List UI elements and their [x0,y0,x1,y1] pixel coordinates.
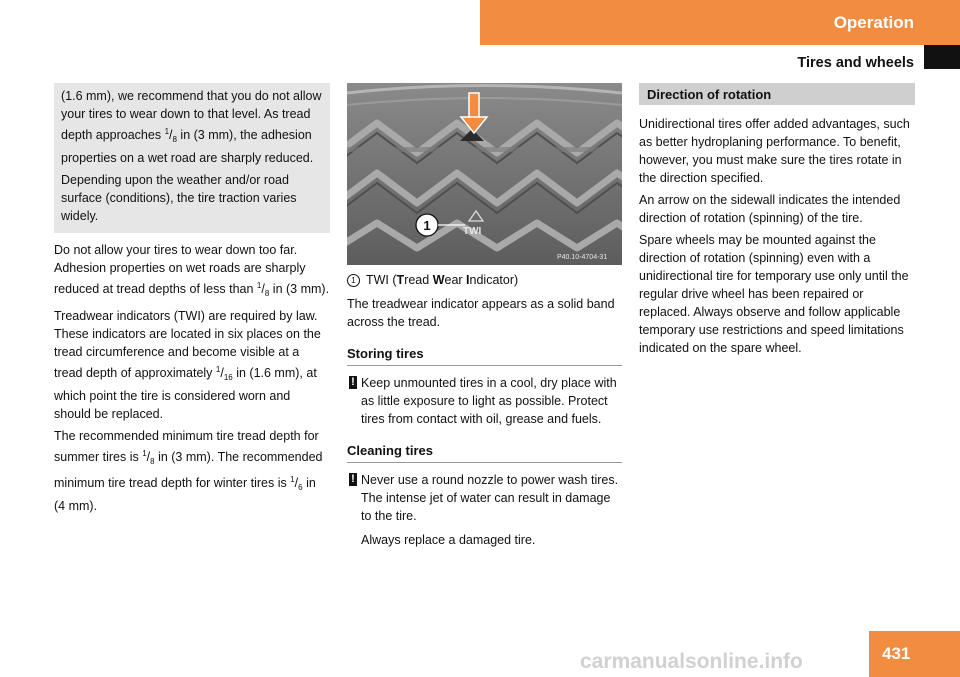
cleaning-extra: Always replace a damaged tire. [361,533,536,547]
column-middle [347,83,622,553]
note-paragraph-2: Depending upon the weather and/or road surface (conditions), the tire traction varies widely. [61,173,297,223]
section-title: Operation [833,12,914,32]
page-number: 431 [869,631,960,677]
note-box [54,83,330,233]
figure-caption: 1 TWI (Tread Wear Indicator) [347,271,622,289]
fraction: $^1/_6$ [290,475,303,492]
watermark: carmanualsonline.info [580,650,803,673]
arrow-shaft [469,93,479,119]
note-paragraph-1: (1.6 mm), we recommend that you do not allow your tires to wear down to that level. As tread depth approaches $^1/_8$ in (3 mm), the adhesion properties on a wet road are sharply reduced. [61,89,322,165]
cleaning-tires-heading: Cleaning tires [347,442,622,463]
warning-icon: ! [349,473,357,486]
column-right [639,83,915,361]
header-tab-marker [924,45,960,69]
fraction: $^1/_8$ [256,281,270,298]
twi-figure-label: TWI [463,226,482,237]
direction-paragraph-2: An arrow on the sidewall indicates the intended direction of rotation (spinning) of the tire. [639,193,901,225]
subsection-title: Tires and wheels [797,55,914,71]
fraction: $^1/_{16}$ [215,365,233,382]
body-paragraph-3: The recommended minimum tire tread depth for summer tires is $^1/_8$ in (3 mm). The recommended minimum tire tread depth for winter tires is $^1/_6$ in (4 mm). [54,429,323,513]
direction-heading: Direction of rotation [639,83,915,105]
body-paragraph-1: Do not allow your tires to wear down too far. Adhesion properties on wet roads are sharply reduced at tread depths of less than $^1/_8$ in (3 mm). [54,243,330,298]
tire-tread-illustration [347,83,622,265]
figure-code: P40.10-4704-31 [557,254,608,261]
cleaning-warning: ! Never use a round nozzle to power wash tires. The intense jet of water can result in damage to the tire. [347,471,622,525]
direction-paragraph-1: Unidirectional tires offer added advantages, such as better hydroplaning performance. To benefit, however, you must make sure the tires rotate in the direction specified. [639,117,910,185]
storing-tires-heading: Storing tires [347,345,622,366]
fraction: $^1/_8$ [142,449,155,466]
tire-tread-figure [347,83,622,265]
storing-warning: ! Keep unmounted tires in a cool, dry place with as little exposure to light as possible. Protect tires from contact with oil, grease and fuels. [347,374,622,428]
figure-description: The treadwear indicator appears as a solid band across the tread. [347,297,615,329]
section-header [480,0,960,45]
callout-number: 1 [423,218,431,233]
column-left [54,83,330,519]
caption-callout: 1 [347,274,360,287]
fraction: $^1/_8$ [164,127,177,144]
body-paragraph-2: Treadwear indicators (TWI) are required by law. These indicators are located in six places on the tread circumference and become visible at a tread depth of approximately $^1/_{16}$ in (1.6 mm), at which point the tire is considered worn and should be replaced. [54,309,321,421]
warning-icon: ! [349,376,357,389]
direction-paragraph-3: Spare wheels may be mounted against the direction of rotation (spinning) even with a unidirectional tire for temporary use only until the regular drive wheel has been repaired or replaced. Always observe and follow applicable temporary use restrictions and speed limitations indicated on the spare wheel. [639,233,909,355]
